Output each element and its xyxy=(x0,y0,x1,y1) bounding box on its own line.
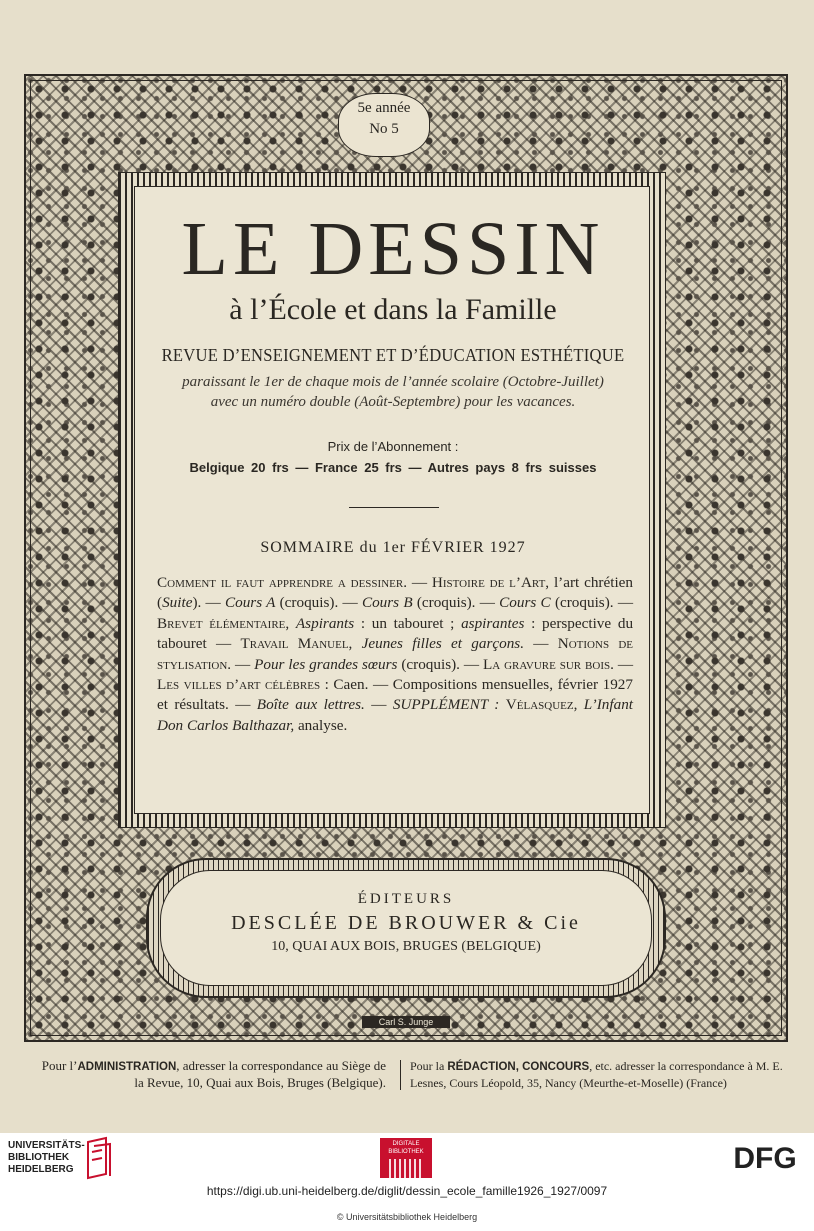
sommaire-part: ). — xyxy=(192,594,225,612)
publication-note-1: paraissant le 1er de chaque mois de l’année scolaire (Octobre-Juillet) xyxy=(182,374,604,390)
sommaire-part: Travail Manuel, xyxy=(240,635,353,653)
issue-year: 5e année xyxy=(357,100,411,116)
sommaire-part xyxy=(352,635,361,652)
sommaire-part: analyse. xyxy=(294,716,348,734)
admin-note-bold: ADMINISTRATION xyxy=(77,1061,177,1073)
title-panel xyxy=(134,186,650,814)
sommaire-heading: SOMMAIRE du 1er FÉVRIER 1927 xyxy=(260,539,526,556)
copyright-notice: © Universitätsbibliothek Heidelberg xyxy=(336,1212,478,1222)
notes-separator xyxy=(400,1060,401,1090)
sommaire-part: Les villes d’art célèbres : xyxy=(157,676,329,694)
sommaire-part: Boîte aux lettres. xyxy=(256,696,365,714)
sommaire-part: (croquis). — xyxy=(412,594,500,612)
publisher-address: 10, QUAI AUX BOIS, BRUGES (BELGIQUE) xyxy=(271,939,541,954)
sommaire-part: — xyxy=(364,696,393,714)
publisher-cartouche xyxy=(160,870,652,986)
issue-plate xyxy=(338,93,430,157)
sommaire-part xyxy=(289,615,296,632)
heidelberg-library-logo-text[interactable] xyxy=(8,1140,88,1176)
admin-note-pre: Pour l’ xyxy=(41,1058,78,1073)
redaction-note-pre: Pour la xyxy=(410,1059,448,1073)
source-url[interactable]: https://digi.ub.uni-heidelberg.de/diglit/dessin_ecole_famille1926_1927/0097 xyxy=(206,1184,608,1198)
sommaire-part: Notions de stylisation. xyxy=(157,635,634,673)
prix-line: Belgique 20 frs — France 25 frs — Autres pays 8 frs suisses xyxy=(189,460,597,475)
prix-title: Prix de l’Abonnement : xyxy=(327,439,459,454)
sommaire-part: — xyxy=(613,655,634,673)
sommaire-part: l’art chrétien ( xyxy=(157,574,633,612)
digital-library-logo-grid xyxy=(389,1159,423,1179)
digital-library-logo[interactable] xyxy=(380,1138,432,1178)
heidelberg-library-icon[interactable] xyxy=(84,1136,114,1180)
sommaire-part: — xyxy=(524,635,558,653)
sommaire-part: — xyxy=(407,574,432,591)
sommaire-part: Pour les grandes sœurs xyxy=(254,655,398,673)
sommaire-part: Brevet élémentaire, xyxy=(157,614,290,632)
sommaire-part: Cours C xyxy=(499,594,551,612)
sommaire-part: (croquis). — xyxy=(397,655,483,673)
page-subtitle: à l’École et dans la Famille xyxy=(229,293,557,326)
redaction-note-bold: RÉDACTION, CONCOURS xyxy=(447,1061,590,1073)
sommaire-part: : perspective du tabouret — xyxy=(157,614,634,653)
publication-note-2: avec un numéro double (Août-Septembre) pour les vacances. xyxy=(210,394,576,410)
engraver-signature: Carl S. Junge xyxy=(362,1016,450,1028)
uni-line-2: BIBLIOTHEK xyxy=(8,1152,70,1163)
administration-note xyxy=(30,1058,386,1091)
redaction-note-rest: , etc. adresser la correspondance à M. E. Lesnes, Cours Léopold, 35, Nancy (Meurthe-et-Moselle) (France) xyxy=(410,1059,783,1090)
sommaire-part: Cours B xyxy=(361,594,413,612)
sommaire-part: L’Infant Don Carlos Balthazar, xyxy=(157,696,634,734)
redaction-note xyxy=(410,1058,790,1091)
revue-heading: REVUE D’ENSEIGNEMENT ET D’ÉDUCATION ESTHÉTIQUE xyxy=(161,345,625,365)
digital-library-logo-text: DIGITALE BIBLIOTHEK xyxy=(388,1141,424,1155)
sommaire-part: SUPPLÉMENT : xyxy=(392,696,500,714)
uni-line-1: UNIVERSITÄTS- xyxy=(8,1140,85,1151)
sommaire-part: Cours A xyxy=(224,594,276,612)
sommaire-contents xyxy=(157,573,633,736)
sommaire-part: Comment il faut apprendre a dessiner. xyxy=(157,574,408,591)
sommaire-part: La gravure sur bois. xyxy=(482,655,614,673)
publisher-name: DESCLÉE DE BROUWER & Cie xyxy=(231,912,581,934)
divider-rule xyxy=(349,507,439,508)
page-title: LE DESSIN xyxy=(181,207,605,291)
sommaire-part: — xyxy=(231,655,255,673)
sommaire-part: : un tabouret ; xyxy=(354,614,462,632)
sommaire-part: Histoire de l’Art, xyxy=(431,574,550,591)
sommaire-part: Vélasquez, xyxy=(505,696,578,714)
issue-number: No 5 xyxy=(369,121,399,137)
uni-line-3: HEIDELBERG xyxy=(8,1164,74,1175)
sommaire-part: Caen. — Compositions mensuelles, février 1927 et résultats. — xyxy=(157,676,633,714)
admin-note-rest: , adresser la correspondance au Siège de la Revue, 10, Quai aux Bois, Bruges (Belgique). xyxy=(134,1058,386,1090)
editors-label: ÉDITEURS xyxy=(357,891,455,907)
dfg-logo[interactable]: DFG xyxy=(733,1142,797,1175)
sommaire-part: aspirantes xyxy=(461,614,525,632)
sommaire-part: Suite xyxy=(162,594,193,612)
sommaire-part: (croquis). — xyxy=(550,594,634,612)
sommaire-part: Aspirants xyxy=(295,614,355,632)
sommaire-part: (croquis). — xyxy=(275,594,362,612)
sommaire-part: Jeunes filles et garçons. xyxy=(361,635,525,653)
